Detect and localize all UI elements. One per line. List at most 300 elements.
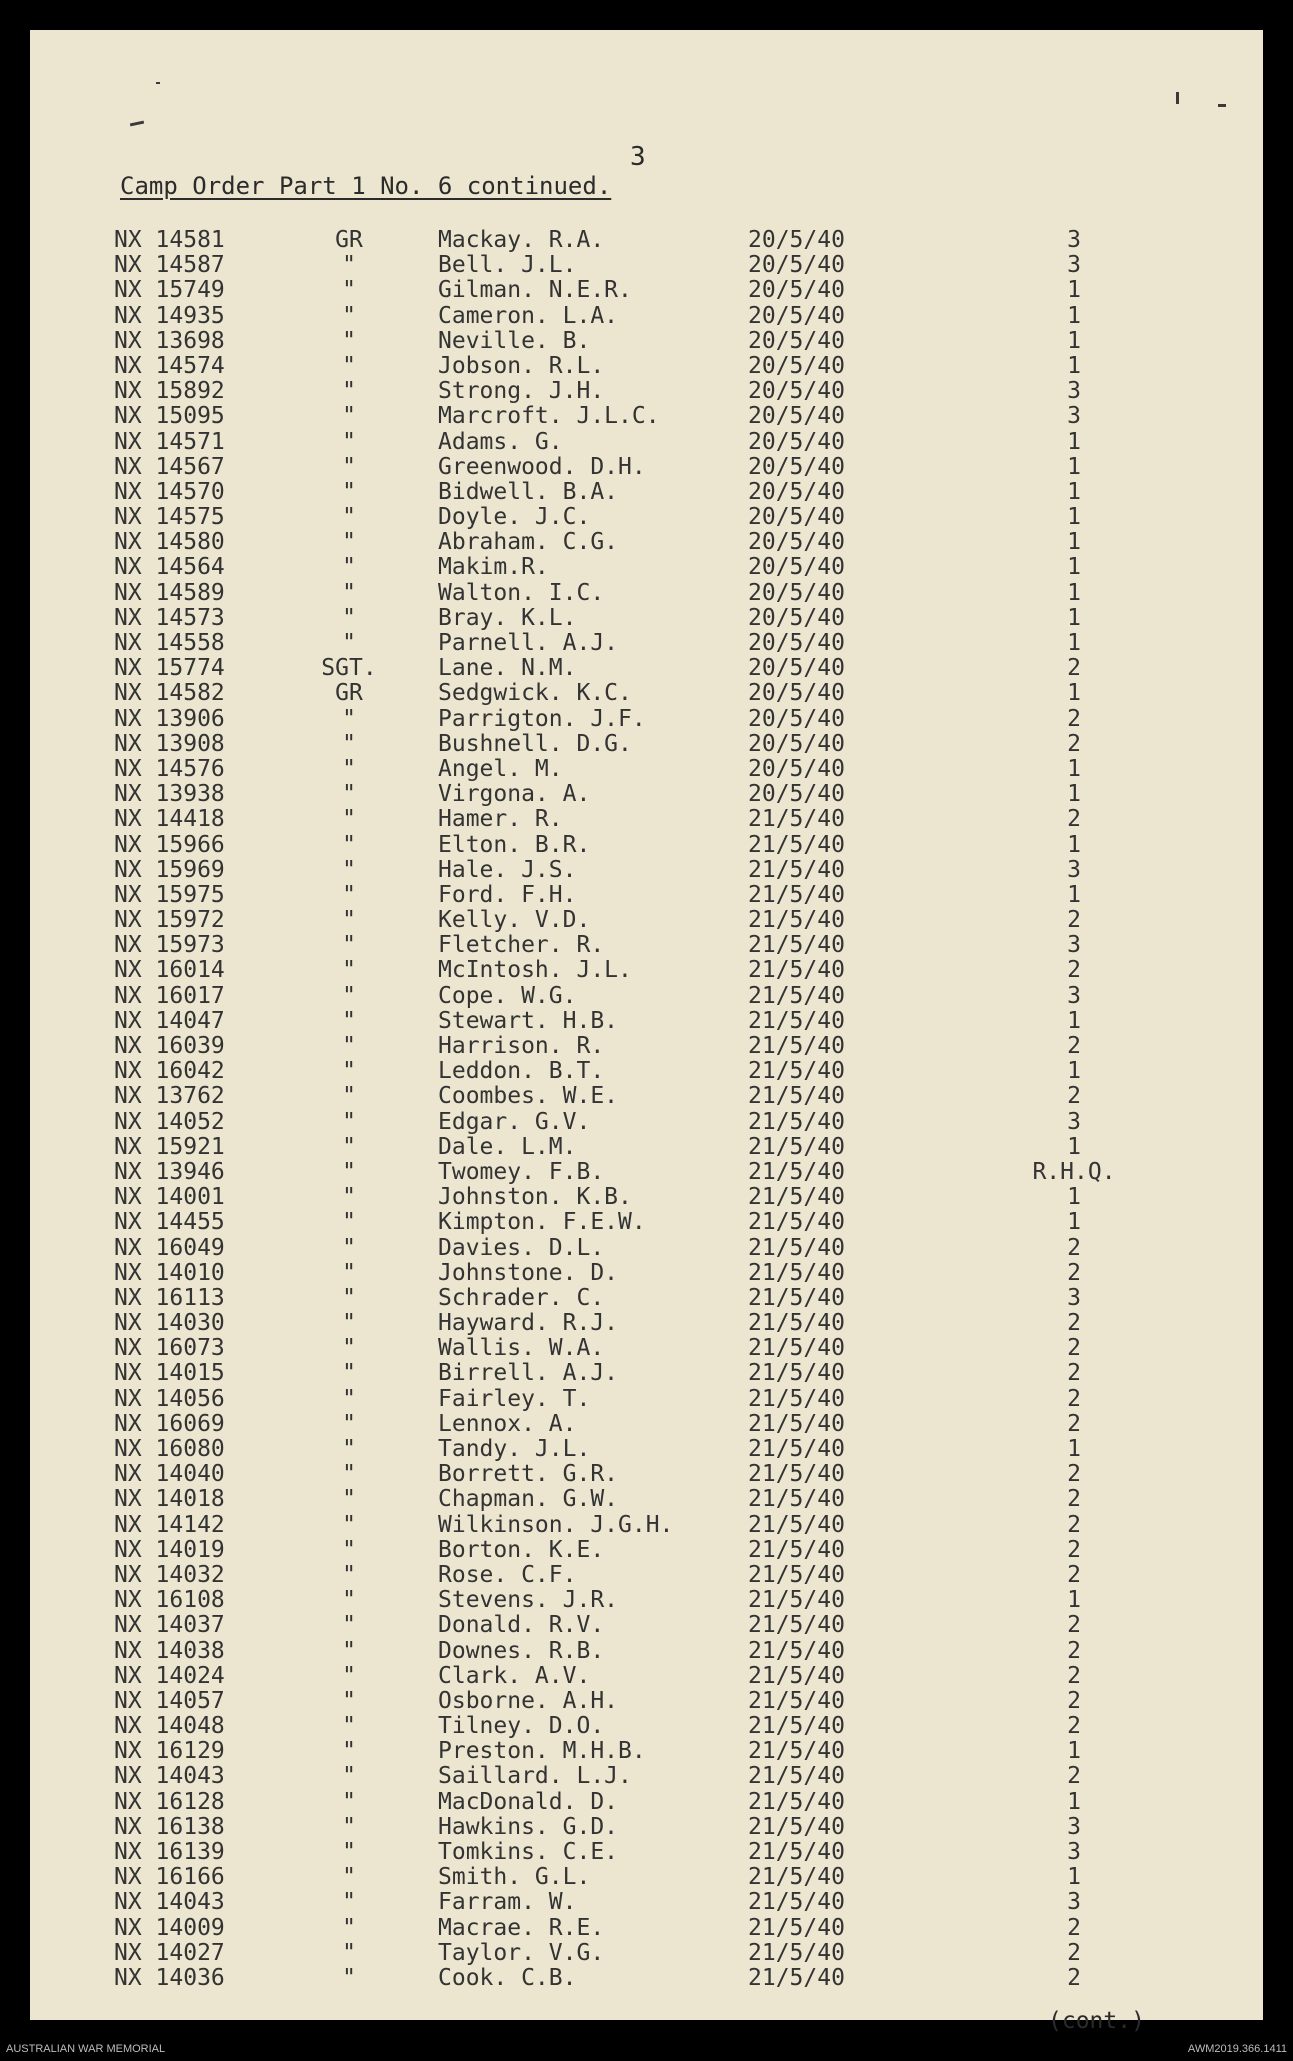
rank: GR (335, 680, 363, 707)
rank: " (342, 1310, 356, 1337)
enlistment-date: 21/5/40 (748, 881, 845, 908)
service-number: NX 14037 (114, 1612, 225, 1639)
company: 2 (1067, 1310, 1081, 1337)
list-item (114, 455, 1234, 480)
list-item (114, 354, 1234, 379)
company: 2 (1067, 1964, 1081, 1991)
enlistment-date: 21/5/40 (748, 1436, 845, 1462)
soldier-name: McIntosh. J.L. (438, 957, 632, 984)
company: 3 (1067, 932, 1081, 959)
service-number: NX 14935 (114, 302, 225, 329)
list-item (114, 581, 1234, 606)
company: 2 (1067, 1637, 1081, 1664)
rank: " (342, 1007, 356, 1034)
list-item (114, 807, 1234, 832)
rank: " (342, 1939, 356, 1966)
rank: " (342, 1259, 356, 1286)
company: 3 (1067, 1284, 1081, 1311)
service-number: NX 14587 (114, 252, 225, 279)
soldier-name: Abraham. C.G. (438, 529, 619, 556)
list-item (114, 228, 1234, 253)
soldier-name: Hawkins. G.D. (438, 1813, 619, 1840)
soldier-name: Wallis. W.A. (438, 1335, 605, 1362)
service-number: NX 13698 (114, 327, 225, 354)
company: 3 (1067, 403, 1081, 430)
company: 3 (1067, 982, 1081, 1009)
company: 2 (1067, 1033, 1081, 1059)
company: 1 (1067, 1209, 1081, 1236)
soldier-name: Jobson. R.L. (438, 352, 605, 379)
rank: " (342, 352, 356, 379)
rank: " (342, 453, 356, 480)
soldier-name: Leddon. B.T. (438, 1058, 605, 1085)
company: 1 (1067, 1738, 1081, 1765)
rank: " (342, 604, 356, 631)
service-number: NX 16014 (114, 957, 225, 984)
service-number: NX 14571 (114, 428, 225, 455)
enlistment-date: 21/5/40 (748, 957, 845, 984)
soldier-name: Macrae. R.E. (438, 1914, 605, 1941)
company: 1 (1067, 453, 1081, 480)
enlistment-date: 20/5/40 (748, 630, 845, 656)
enlistment-date: 21/5/40 (748, 1158, 845, 1185)
rank: " (342, 1108, 356, 1135)
soldier-name: Schrader. C. (438, 1284, 605, 1311)
rank: " (342, 327, 356, 354)
soldier-name: Cope. W.G. (438, 982, 577, 1009)
rank: " (342, 1561, 356, 1588)
company: 1 (1067, 428, 1081, 455)
soldier-name: Lane. N.M. (438, 655, 577, 682)
enlistment-date: 21/5/40 (748, 1813, 845, 1840)
service-number: NX 14027 (114, 1939, 225, 1966)
company: 2 (1067, 1939, 1081, 1966)
company: 1 (1067, 1133, 1081, 1160)
rank: " (342, 755, 356, 782)
rank: " (342, 1536, 356, 1563)
list-item (114, 833, 1234, 858)
company: 2 (1067, 1083, 1081, 1110)
rank: " (342, 881, 356, 908)
list-item (114, 1513, 1234, 1538)
rank: " (342, 277, 356, 304)
list-item (114, 379, 1234, 404)
list-item (114, 958, 1234, 983)
list-item (114, 1110, 1234, 1135)
enlistment-date: 21/5/40 (748, 1511, 845, 1538)
enlistment-date: 21/5/40 (748, 1083, 845, 1110)
service-number: NX 14040 (114, 1461, 225, 1488)
enlistment-date: 21/5/40 (748, 1461, 845, 1488)
soldier-name: Dale. L.M. (438, 1133, 577, 1160)
company: 2 (1067, 1763, 1081, 1790)
list-item (114, 681, 1234, 706)
company: 1 (1067, 1007, 1081, 1034)
service-number: NX 14570 (114, 478, 225, 505)
rank: " (342, 403, 356, 430)
list-item (114, 1084, 1234, 1109)
enlistment-date: 21/5/40 (748, 806, 845, 833)
list-item (114, 858, 1234, 883)
soldier-name: Cook. C.B. (438, 1964, 577, 1991)
service-number: NX 14455 (114, 1209, 225, 1236)
list-item (114, 1361, 1234, 1386)
enlistment-date: 20/5/40 (748, 655, 845, 682)
service-number: NX 16108 (114, 1587, 225, 1614)
enlistment-date: 21/5/40 (748, 1561, 845, 1588)
rank: " (342, 554, 356, 581)
company: 1 (1067, 529, 1081, 556)
company: 2 (1067, 1410, 1081, 1437)
service-number: NX 15749 (114, 277, 225, 304)
soldier-name: Fletcher. R. (438, 932, 605, 959)
enlistment-date: 20/5/40 (748, 227, 845, 253)
soldier-name: Twomey. F.B. (438, 1158, 605, 1185)
soldier-name: Kelly. V.D. (438, 907, 591, 934)
soldier-name: Borton. K.E. (438, 1536, 605, 1563)
soldier-name: Hale. J.S. (438, 856, 577, 883)
list-item (114, 883, 1234, 908)
service-number: NX 16069 (114, 1410, 225, 1437)
list-item (114, 1210, 1234, 1235)
company: 1 (1067, 604, 1081, 631)
service-number: NX 14057 (114, 1687, 225, 1714)
soldier-name: Ford. F.H. (438, 881, 577, 908)
list-item (114, 984, 1234, 1009)
list-item (114, 1437, 1234, 1462)
list-item (114, 480, 1234, 505)
list-item (114, 530, 1234, 555)
rank: " (342, 1763, 356, 1790)
rank: " (342, 907, 356, 934)
rank: " (342, 1687, 356, 1714)
rank: " (342, 1864, 356, 1891)
service-number: NX 14052 (114, 1108, 225, 1135)
company: 2 (1067, 907, 1081, 934)
rank: " (342, 1964, 356, 1991)
soldier-name: Stewart. H.B. (438, 1007, 619, 1034)
rank: " (342, 932, 356, 959)
company: 1 (1067, 1788, 1081, 1815)
list-item (114, 757, 1234, 782)
service-number: NX 14564 (114, 554, 225, 581)
company: 2 (1067, 1561, 1081, 1588)
company: 2 (1067, 1259, 1081, 1286)
footer-credit: AUSTRALIAN WAR MEMORIAL (6, 2043, 166, 2055)
company: 1 (1067, 352, 1081, 379)
list-item (114, 555, 1234, 580)
list-item (114, 1462, 1234, 1487)
enlistment-date: 21/5/40 (748, 1360, 845, 1387)
enlistment-date: 21/5/40 (748, 1410, 845, 1437)
rank: " (342, 957, 356, 984)
company: 3 (1067, 252, 1081, 279)
rank: " (342, 1360, 356, 1387)
service-number: NX 14001 (114, 1184, 225, 1211)
service-number: NX 14580 (114, 529, 225, 556)
list-item (114, 1261, 1234, 1286)
enlistment-date: 21/5/40 (748, 1889, 845, 1916)
list-item (114, 1689, 1234, 1714)
enlistment-date: 21/5/40 (748, 1763, 845, 1790)
enlistment-date: 21/5/40 (748, 1964, 845, 1991)
company: 1 (1067, 781, 1081, 808)
enlistment-date: 20/5/40 (748, 680, 845, 707)
list-item (114, 1236, 1234, 1261)
list-item (114, 1714, 1234, 1739)
soldier-name: Osborne. A.H. (438, 1687, 619, 1714)
enlistment-date: 21/5/40 (748, 1738, 845, 1765)
list-item (114, 329, 1234, 354)
company: 2 (1067, 1713, 1081, 1740)
soldier-name: Harrison. R. (438, 1033, 605, 1059)
soldier-name: Tilney. D.O. (438, 1713, 605, 1740)
soldier-name: Donald. R.V. (438, 1612, 605, 1639)
rank: GR (335, 227, 363, 253)
company: 3 (1067, 1108, 1081, 1135)
service-number: NX 14582 (114, 680, 225, 707)
rank: " (342, 1813, 356, 1840)
soldier-name: Neville. B. (438, 327, 591, 354)
service-number: NX 15969 (114, 856, 225, 883)
enlistment-date: 20/5/40 (748, 730, 845, 757)
list-item (114, 656, 1234, 681)
company: 2 (1067, 1536, 1081, 1563)
service-number: NX 14038 (114, 1637, 225, 1664)
list-item (114, 1588, 1234, 1613)
service-number: NX 16042 (114, 1058, 225, 1085)
list-item (114, 278, 1234, 303)
soldier-name: Johnston. K.B. (438, 1184, 632, 1211)
enlistment-date: 21/5/40 (748, 1713, 845, 1740)
service-number: NX 16039 (114, 1033, 225, 1059)
rank: " (342, 1914, 356, 1941)
list-item (114, 1639, 1234, 1664)
rank: " (342, 529, 356, 556)
soldier-name: Davies. D.L. (438, 1234, 605, 1261)
soldier-name: Clark. A.V. (438, 1662, 591, 1689)
rank: " (342, 1158, 356, 1185)
soldier-name: Hamer. R. (438, 806, 563, 833)
company: 3 (1067, 1889, 1081, 1916)
list-item (114, 1059, 1234, 1084)
rank: " (342, 1461, 356, 1488)
enlistment-date: 21/5/40 (748, 1914, 845, 1941)
service-number: NX 14036 (114, 1964, 225, 1991)
service-number: NX 15972 (114, 907, 225, 934)
soldier-name: Lennox. A. (438, 1410, 577, 1437)
enlistment-date: 21/5/40 (748, 1058, 845, 1085)
document-page (30, 30, 1263, 2034)
list-item (114, 1890, 1234, 1915)
company: 2 (1067, 1461, 1081, 1488)
rank: " (342, 705, 356, 732)
company: 2 (1067, 1335, 1081, 1362)
service-number: NX 14056 (114, 1385, 225, 1412)
enlistment-date: 20/5/40 (748, 604, 845, 631)
enlistment-date: 21/5/40 (748, 1385, 845, 1412)
soldier-name: Coombes. W.E. (438, 1083, 619, 1110)
service-number: NX 14030 (114, 1310, 225, 1337)
company: 2 (1067, 1360, 1081, 1387)
enlistment-date: 21/5/40 (748, 1184, 845, 1211)
rank: " (342, 1713, 356, 1740)
enlistment-date: 20/5/40 (748, 478, 845, 505)
list-item (114, 908, 1234, 933)
soldier-name: Wilkinson. J.G.H. (438, 1511, 674, 1538)
rank: " (342, 1083, 356, 1110)
enlistment-date: 21/5/40 (748, 1637, 845, 1664)
soldier-name: Gilman. N.E.R. (438, 277, 632, 304)
enlistment-date: 20/5/40 (748, 352, 845, 379)
soldier-name: MacDonald. D. (438, 1788, 619, 1815)
service-number: NX 14015 (114, 1360, 225, 1387)
rank: " (342, 1335, 356, 1362)
list-item (114, 1840, 1234, 1865)
service-number: NX 14581 (114, 227, 225, 253)
list-item (114, 253, 1234, 278)
company: 2 (1067, 1511, 1081, 1538)
list-item (114, 1412, 1234, 1437)
soldier-name: Taylor. V.G. (438, 1939, 605, 1966)
list-item (114, 606, 1234, 631)
service-number: NX 15966 (114, 831, 225, 858)
list-item (114, 1865, 1234, 1890)
ink-speck (1176, 92, 1179, 104)
enlistment-date: 21/5/40 (748, 1259, 845, 1286)
enlistment-date: 21/5/40 (748, 1335, 845, 1362)
rank: " (342, 252, 356, 279)
soldier-name: Birrell. A.J. (438, 1360, 619, 1387)
soldier-name: Mackay. R.A. (438, 227, 605, 253)
enlistment-date: 21/5/40 (748, 1662, 845, 1689)
enlistment-date: 21/5/40 (748, 1234, 845, 1261)
company: 3 (1067, 378, 1081, 405)
rank: " (342, 1033, 356, 1059)
soldier-name: Smith. G.L. (438, 1864, 591, 1891)
list-item (114, 1009, 1234, 1034)
company: 1 (1067, 1587, 1081, 1614)
service-number: NX 16049 (114, 1234, 225, 1261)
rank: " (342, 856, 356, 883)
soldier-name: Downes. R.B. (438, 1637, 605, 1664)
list-item (114, 1916, 1234, 1941)
list-item (114, 1487, 1234, 1512)
list-item (114, 505, 1234, 530)
company: 1 (1067, 680, 1081, 707)
service-number: NX 14558 (114, 630, 225, 656)
company: 2 (1067, 1234, 1081, 1261)
company: 3 (1067, 227, 1081, 253)
enlistment-date: 20/5/40 (748, 554, 845, 581)
service-number: NX 14418 (114, 806, 225, 833)
list-item (114, 933, 1234, 958)
soldier-name: Saillard. L.J. (438, 1763, 632, 1790)
service-number: NX 14573 (114, 604, 225, 631)
company: 2 (1067, 1612, 1081, 1639)
soldier-name: Marcroft. J.L.C. (438, 403, 660, 430)
service-number: NX 16138 (114, 1813, 225, 1840)
service-number: NX 15975 (114, 881, 225, 908)
service-number: NX 13938 (114, 781, 225, 808)
rank: " (342, 1889, 356, 1916)
company: 1 (1067, 302, 1081, 329)
soldier-name: Parrigton. J.F. (438, 705, 646, 732)
ink-speck (1218, 104, 1226, 107)
soldier-name: Makim.R. (438, 554, 549, 581)
service-number: NX 16017 (114, 982, 225, 1009)
enlistment-date: 21/5/40 (748, 1839, 845, 1865)
soldier-name: Hayward. R.J. (438, 1310, 619, 1337)
rank: " (342, 378, 356, 405)
soldier-name: Fairley. T. (438, 1385, 591, 1412)
company: 2 (1067, 655, 1081, 682)
service-number: NX 14010 (114, 1259, 225, 1286)
rank: " (342, 831, 356, 858)
rank: " (342, 1637, 356, 1664)
company: 2 (1067, 957, 1081, 984)
rank: " (342, 1587, 356, 1614)
enlistment-date: 21/5/40 (748, 1033, 845, 1059)
company: 3 (1067, 1839, 1081, 1865)
soldier-name: Bray. K.L. (438, 604, 577, 631)
list-item (114, 1790, 1234, 1815)
soldier-name: Strong. J.H. (438, 378, 605, 405)
company: 2 (1067, 1486, 1081, 1513)
rank: " (342, 504, 356, 531)
enlistment-date: 20/5/40 (748, 453, 845, 480)
service-number: NX 14048 (114, 1713, 225, 1740)
nominal-roll-list (114, 228, 1234, 1991)
enlistment-date: 21/5/40 (748, 1486, 845, 1513)
service-number: NX 14043 (114, 1889, 225, 1916)
service-number: NX 16139 (114, 1839, 225, 1865)
enlistment-date: 21/5/40 (748, 1587, 845, 1614)
list-item (114, 1664, 1234, 1689)
list-item (114, 782, 1234, 807)
soldier-name: Greenwood. D.H. (438, 453, 646, 480)
enlistment-date: 21/5/40 (748, 856, 845, 883)
rank: " (342, 1058, 356, 1085)
page-title: Camp Order Part 1 No. 6 continued. (120, 172, 612, 200)
service-number: NX 16080 (114, 1436, 225, 1462)
service-number: NX 15774 (114, 655, 225, 682)
list-item (114, 1336, 1234, 1361)
soldier-name: Johnstone. D. (438, 1259, 619, 1286)
enlistment-date: 21/5/40 (748, 1209, 845, 1236)
list-item (114, 732, 1234, 757)
soldier-name: Angel. M. (438, 755, 563, 782)
company: 1 (1067, 504, 1081, 531)
company: 2 (1067, 1687, 1081, 1714)
service-number: NX 13762 (114, 1083, 225, 1110)
rank: " (342, 1385, 356, 1412)
enlistment-date: 21/5/40 (748, 1284, 845, 1311)
rank: " (342, 428, 356, 455)
enlistment-date: 20/5/40 (748, 579, 845, 606)
rank: " (342, 1511, 356, 1538)
rank: " (342, 1284, 356, 1311)
enlistment-date: 21/5/40 (748, 1612, 845, 1639)
page-number: 3 (630, 142, 646, 172)
rank: " (342, 781, 356, 808)
service-number: NX 14142 (114, 1511, 225, 1538)
list-item (114, 1034, 1234, 1059)
enlistment-date: 20/5/40 (748, 705, 845, 732)
rank: " (342, 1612, 356, 1639)
soldier-name: Elton. B.R. (438, 831, 591, 858)
company: 1 (1067, 277, 1081, 304)
